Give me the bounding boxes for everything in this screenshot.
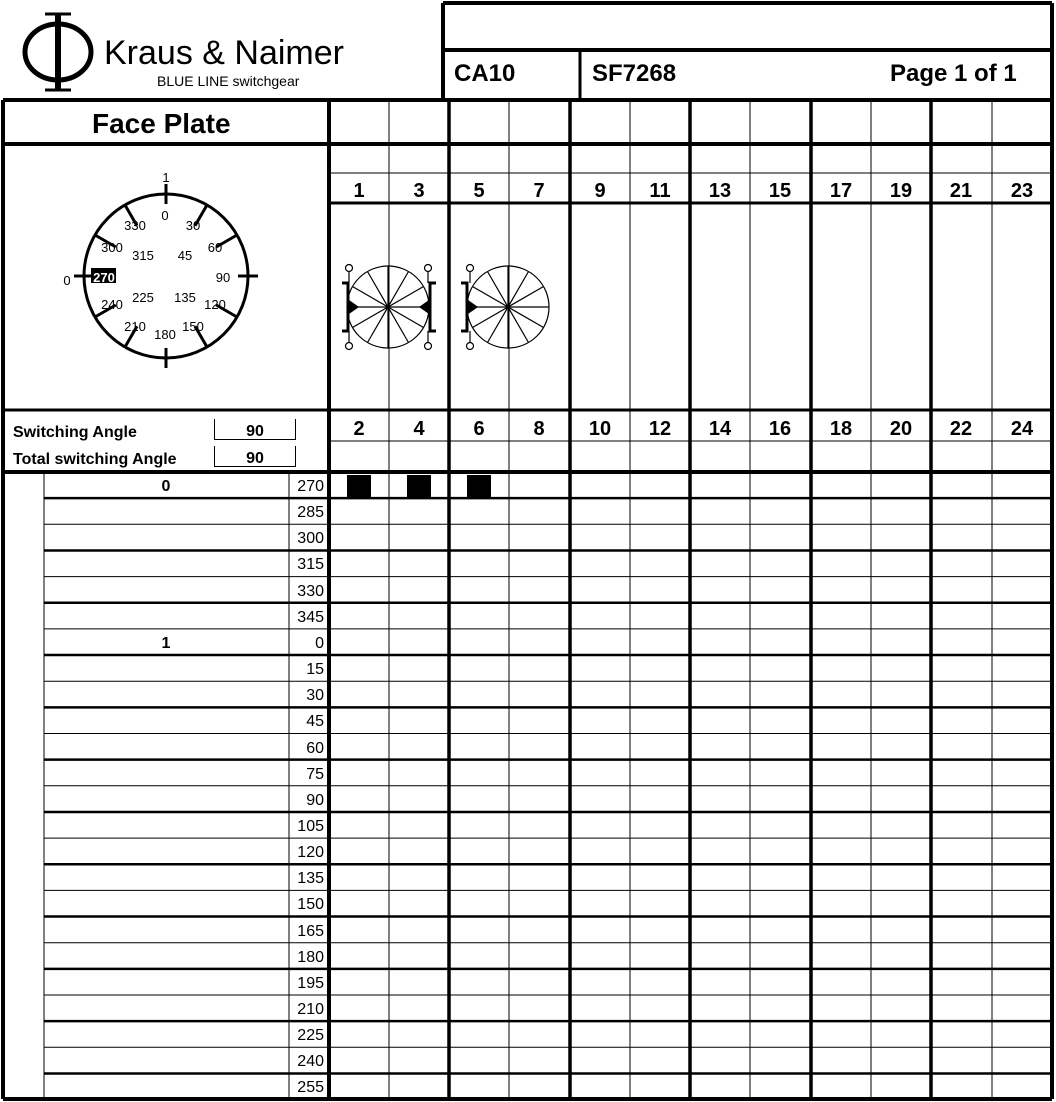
table-row-position: 1 xyxy=(161,634,171,652)
brand-subtitle: BLUE LINE switchgear xyxy=(157,73,300,89)
terminal-top-1: 1 xyxy=(353,180,365,202)
terminal-top-11: 11 xyxy=(649,180,671,202)
table-row-angle: 135 xyxy=(297,870,324,888)
terminal-bottom-12: 12 xyxy=(648,418,672,440)
series-code: CA10 xyxy=(454,60,516,87)
table-row-angle: 105 xyxy=(297,817,324,835)
table-row-angle: 345 xyxy=(297,608,324,626)
terminal-bottom-16: 16 xyxy=(768,418,792,440)
terminal-top-13: 13 xyxy=(708,180,732,202)
dial-angle-90: 90 xyxy=(215,270,231,285)
dial-angle-150: 150 xyxy=(182,319,204,334)
table-row-angle: 150 xyxy=(297,896,324,914)
terminal-bottom-6: 6 xyxy=(473,418,485,440)
table-row-angle: 60 xyxy=(306,739,324,757)
terminal-bottom-18: 18 xyxy=(829,418,853,440)
contact-diagram xyxy=(342,265,549,350)
table-row-angle: 180 xyxy=(297,948,324,966)
terminal-top-5: 5 xyxy=(473,180,485,202)
face-plate-title: Face Plate xyxy=(92,108,231,139)
switching-angle-label: Switching Angle xyxy=(13,424,137,441)
table-row-angle: 165 xyxy=(297,922,324,940)
terminal-top-23: 23 xyxy=(1010,180,1034,202)
dial-angle-120: 120 xyxy=(204,297,226,312)
table-row-angle: 270 xyxy=(297,478,324,495)
brand-name: Kraus & Naimer xyxy=(104,34,344,72)
brand-logo xyxy=(25,14,91,90)
terminal-top-15: 15 xyxy=(768,180,792,202)
dial-angle-60: 60 xyxy=(207,240,223,255)
terminal-top-7: 7 xyxy=(533,180,545,202)
table-row-angle: 90 xyxy=(306,791,324,809)
terminal-top-21: 21 xyxy=(949,180,973,202)
dial-angle-225: 225 xyxy=(132,290,154,305)
dial-position-1: 1 xyxy=(162,170,170,185)
dial-position-0: 0 xyxy=(63,273,71,288)
table-row-angle: 240 xyxy=(297,1053,324,1071)
dial-angle-180: 180 xyxy=(154,327,176,342)
table-row-angle: 120 xyxy=(297,844,324,862)
table-row-angle: 210 xyxy=(297,1001,324,1018)
drawing-number: SF7268 xyxy=(592,60,677,87)
total-switching-angle-label: Total switching Angle xyxy=(13,451,177,468)
closed-contact-mark xyxy=(347,475,371,497)
table-row-angle: 75 xyxy=(306,765,324,783)
table-row-angle: 195 xyxy=(297,974,324,992)
table-row-angle: 315 xyxy=(297,556,324,574)
table-row-angle: 225 xyxy=(297,1027,324,1045)
dial-angle-45: 45 xyxy=(177,248,193,263)
terminal-bottom-24: 24 xyxy=(1010,418,1034,440)
total-switching-angle-value: 90 xyxy=(214,446,296,467)
terminal-bottom-4: 4 xyxy=(413,418,425,440)
terminal-bottom-22: 22 xyxy=(949,418,973,440)
dial-angle-330: 330 xyxy=(124,218,146,233)
dial-angle-30: 30 xyxy=(185,218,201,233)
table-row-angle: 300 xyxy=(297,530,324,548)
table-row-angle: 30 xyxy=(306,687,324,705)
table-row-position: 0 xyxy=(161,478,171,495)
table-row-angle: 0 xyxy=(315,634,324,652)
table-row-angle: 285 xyxy=(297,504,324,522)
dial-angle-315: 315 xyxy=(132,248,154,263)
page-indicator: Page 1 of 1 xyxy=(890,60,1017,87)
terminal-top-17: 17 xyxy=(829,180,853,202)
dial-angle-240: 240 xyxy=(101,297,123,312)
terminal-bottom-2: 2 xyxy=(353,418,365,440)
table-row-angle: 330 xyxy=(297,582,324,600)
table-row-angle: 15 xyxy=(306,661,324,679)
terminal-bottom-8: 8 xyxy=(533,418,545,440)
dial-angle-0: 0 xyxy=(161,208,169,223)
table-row-angle: 255 xyxy=(297,1079,324,1097)
terminal-bottom-10: 10 xyxy=(588,418,612,440)
dial-angle-210: 210 xyxy=(124,319,146,334)
terminal-top-9: 9 xyxy=(594,180,606,202)
switching-angle-value: 90 xyxy=(214,419,296,440)
table-row-angle: 45 xyxy=(306,713,324,731)
dial-angle-300: 300 xyxy=(101,240,123,255)
terminal-bottom-14: 14 xyxy=(708,418,732,440)
dial-angle-270: 270 xyxy=(93,270,115,285)
dial-angle-135: 135 xyxy=(174,290,196,305)
closed-contact-mark xyxy=(407,475,431,497)
terminal-top-19: 19 xyxy=(889,180,913,202)
terminal-top-3: 3 xyxy=(413,180,425,202)
terminal-bottom-20: 20 xyxy=(889,418,913,440)
closed-contact-mark xyxy=(467,475,491,497)
